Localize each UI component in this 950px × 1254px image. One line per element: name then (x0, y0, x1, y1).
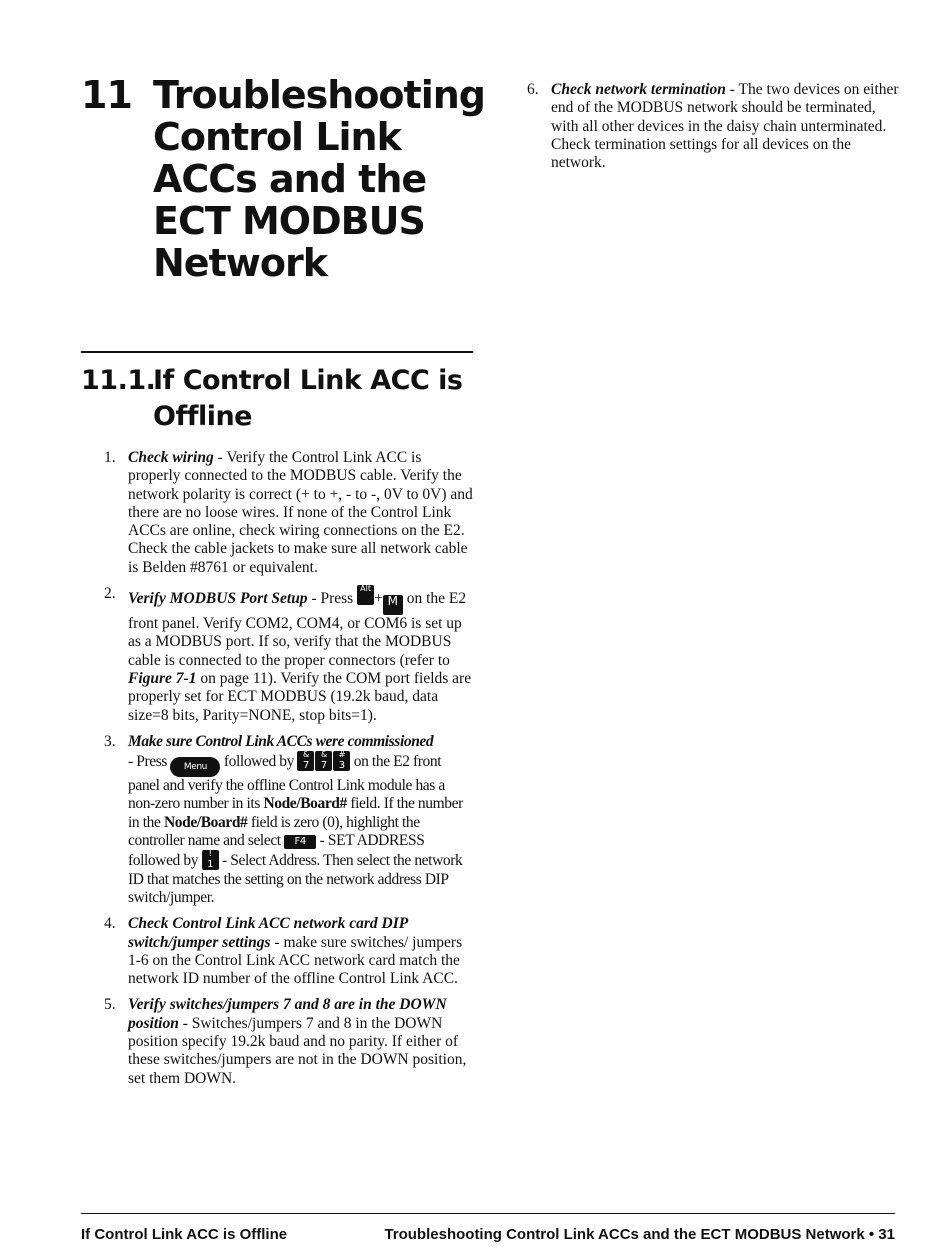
step-text: on the E2 front panel and verify the offline Control Link module has a non-zero number in its (128, 753, 445, 813)
step-text: - The two devices on either end of the MODBUS network should be terminated, with all other devices in the daisy chain unterminated. Check termination settings for all devices on the network. (551, 81, 899, 172)
section-divider (81, 351, 473, 353)
three-key-icon (333, 751, 350, 771)
step-number: 3. (104, 732, 116, 750)
step-body (128, 449, 473, 577)
key-shift-label: ! (208, 849, 212, 859)
step-lead: Make sure Control Link ACCs were commissioned (128, 732, 434, 750)
seven-key-icon (315, 751, 332, 771)
alt-key-label: Alt (360, 584, 371, 594)
step-body (551, 81, 900, 172)
chapter-number: 11 (81, 73, 132, 117)
one-key-icon (202, 850, 219, 870)
key-shift-label: & (320, 750, 327, 760)
step-text: - Verify the Control Link ACC is properly connected to the MODBUS cable. Verify the network polarity is correct (+ to +, - to -, 0V to 0V) and there are no loose wires. If none of the Control Link ACCs are online, check wiring connections on the E2. Check the cable jackets to make sure all network cable is Belden #8761 or equivalent. (128, 449, 473, 576)
chapter-title: Troubleshooting Control Link ACCs and the ECT MODBUS Network (153, 73, 485, 285)
step-number: 6. (527, 81, 539, 98)
key-label: 7 (302, 760, 309, 772)
m-key-icon (383, 595, 403, 615)
step-body (128, 733, 473, 907)
menu-key-icon (170, 757, 220, 777)
chapter-heading (81, 73, 485, 285)
step-item (81, 915, 473, 988)
plus-sign: + (374, 590, 383, 608)
step-lead: Check Control Link ACC network card DIP switch/jumper settings (128, 915, 408, 951)
field-name: Node/Board# (263, 795, 347, 813)
step-item (81, 585, 473, 725)
section-number: 11.1. (81, 365, 156, 396)
step-item (81, 449, 473, 577)
step-text: - Select Address. Then select the network ID that matches the setting on the network address DIP switch/jumper. (128, 852, 463, 906)
right-column (520, 81, 900, 180)
step-item (520, 81, 900, 172)
step-body (128, 585, 473, 725)
step-number: 2. (104, 585, 116, 603)
key-shift-label: & (303, 750, 309, 760)
step-text: followed by (220, 753, 298, 771)
field-name: Node/Board# (163, 813, 248, 831)
step-lead: Check wiring (128, 449, 214, 466)
alt-key-icon (357, 585, 374, 605)
menu-key-label: Menu (183, 762, 207, 773)
step-item (81, 733, 473, 907)
footer-section-name: If Control Link ACC is Offline (81, 1226, 288, 1243)
step-body (128, 915, 473, 988)
step-text: - Press (128, 753, 171, 771)
key-label: 3 (338, 760, 345, 772)
step-item (81, 996, 473, 1087)
m-key-label: M (387, 594, 398, 609)
step-number: 4. (104, 915, 116, 933)
section-title: If Control Link ACC is Offline (153, 365, 463, 432)
key-shift-label: # (338, 750, 345, 760)
step-text: on page 11). Verify the COM port fields are properly set for ECT MODBUS (19.2k baud, data size=8 bits, Parity=NONE, stop bits=1). (128, 669, 472, 724)
step-number: 5. (104, 996, 116, 1014)
seven-key-icon (297, 751, 314, 771)
section-heading (81, 363, 473, 435)
left-column (81, 73, 485, 1096)
step-lead: Verify switches/jumpers 7 and 8 are in the DOWN position (128, 996, 447, 1032)
step-text: on the E2 front panel. Verify COM2, COM4, or COM6 is set up as a MODBUS port. If so, verify that the MODBUS cable is connected to the proper connectors (refer to (128, 590, 467, 669)
step-body (128, 996, 473, 1087)
f4-key-label: F4 (294, 836, 306, 848)
step-text: - make sure switches/ jumpers 1-6 on the Control Link ACC network card match the network ID number of the offline Control Link ACC. (128, 933, 463, 988)
step-number: 1. (104, 449, 116, 466)
step-text: field. If the number in the (128, 795, 463, 831)
step-text: - Switches/jumpers 7 and 8 in the DOWN position specify 19.2k baud and no parity. If either of these switches/jumpers are not in the DOWN position, set them DOWN. (128, 1014, 467, 1087)
step-text: - SET ADDRESS followed by (128, 832, 425, 870)
figure-reference: Figure 7-1 (128, 669, 197, 687)
step-text: - Press (307, 590, 358, 608)
step-lead: Verify MODBUS Port Setup (128, 590, 308, 608)
f4-key-icon (284, 835, 316, 849)
troubleshooting-steps-continued (520, 81, 900, 172)
key-label: 1 (207, 859, 214, 871)
key-label: 7 (320, 760, 327, 772)
step-text: field is zero (0), highlight the controller name and select (128, 813, 420, 850)
troubleshooting-steps (81, 449, 473, 1088)
step-lead: Check network termination (551, 81, 726, 98)
footer-chapter-page: Troubleshooting Control Link ACCs and the ECT MODBUS Network • 31 (384, 1226, 895, 1243)
footer-divider (81, 1213, 895, 1214)
